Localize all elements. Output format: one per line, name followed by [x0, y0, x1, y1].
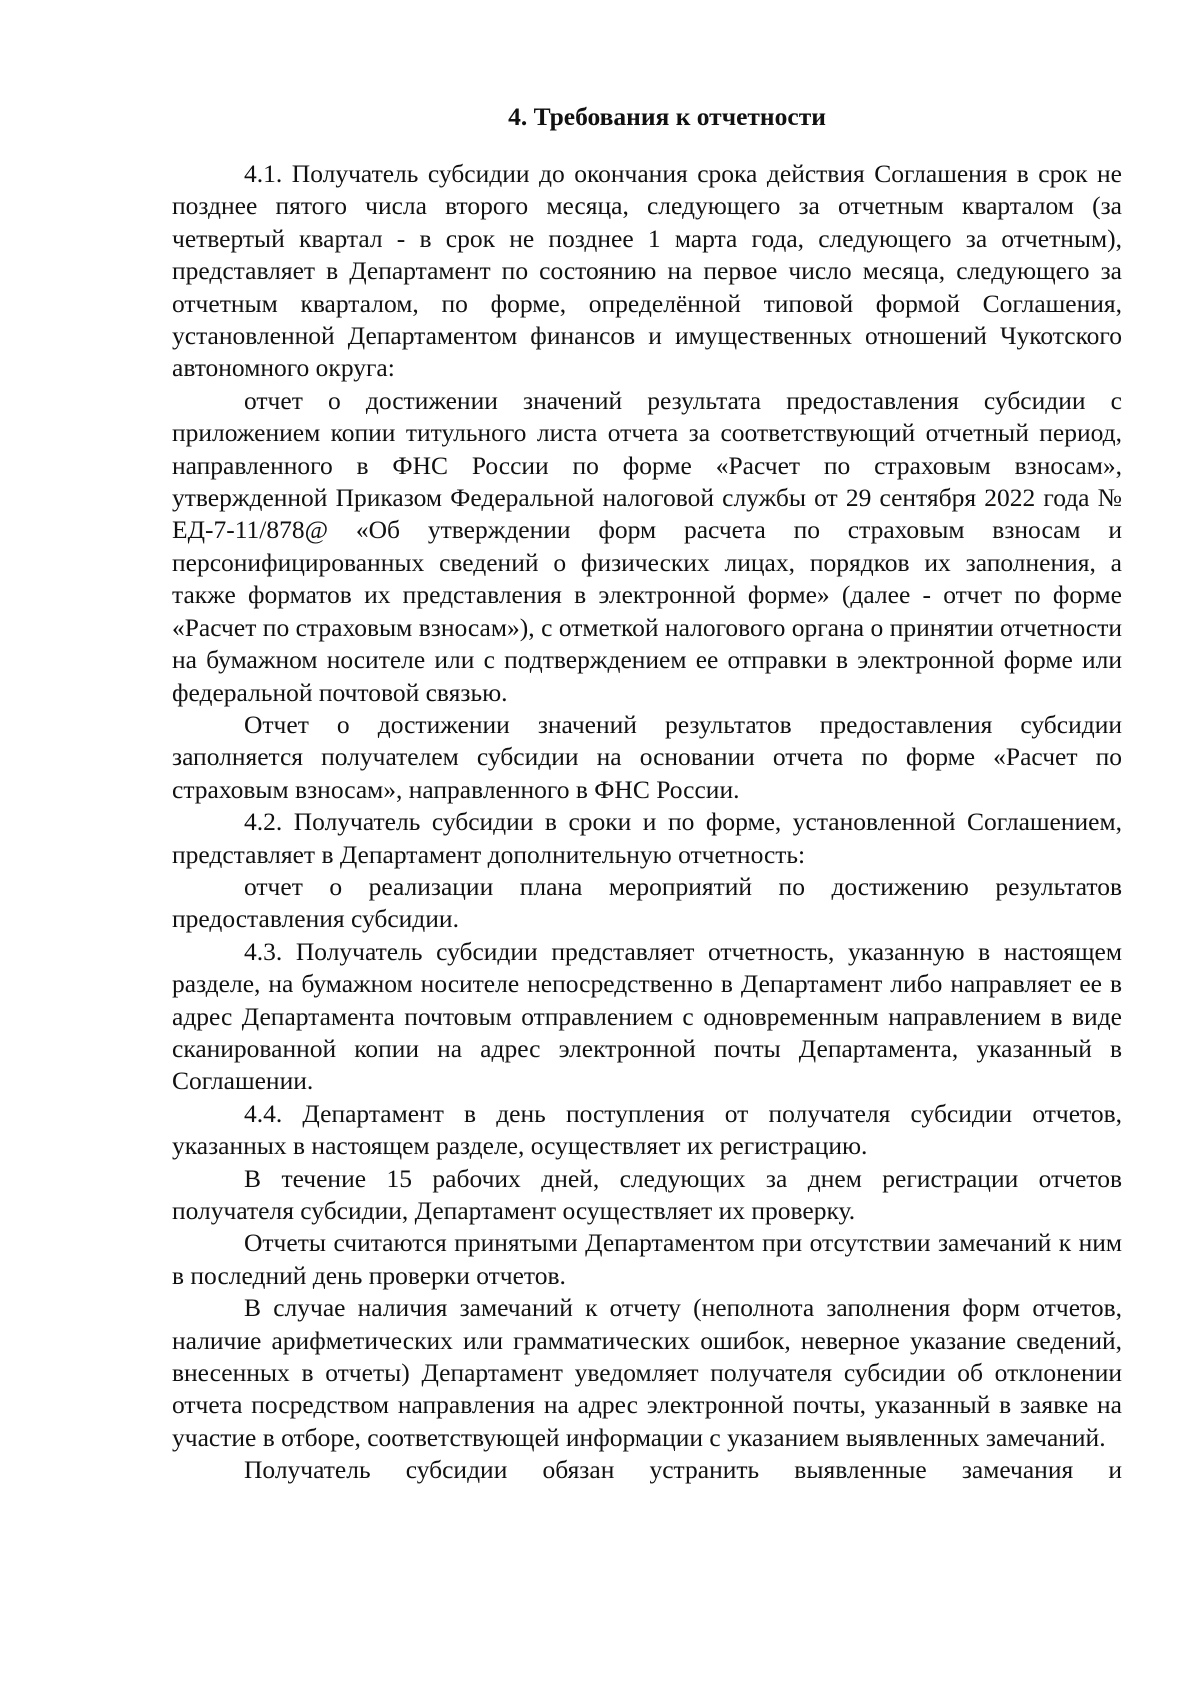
document-body: [172, 158, 1122, 1487]
paragraph-remarks: В случае наличия замечаний к отчету (неполнота заполнения форм отчетов, наличие арифметических или грамматических ошибок, неверное указание сведений, внесенных в отчеты) Департамент уведомляет получателя субсидии об отклонении отчета посредством направления на адрес электронной почты, указанный в заявке на участие в отборе, соответствующей информации с указанием выявленных замечаний.: [172, 1293, 1122, 1452]
paragraph-reports-accepted: Отчеты считаются принятыми Департаментом при отсутствии замечаний к ним в последний день проверки отчетов.: [172, 1228, 1122, 1290]
paragraph-4-1: 4.1. Получатель субсидии до окончания срока действия Соглашения в срок не позднее пятого числа второго месяца, следующего за отчетным кварталом (за четвертый квартал - в срок не позднее 1 марта года, следующего за отчетным), представляет в Департамент по состоянию на первое число месяца, следующего за отчетным кварталом, по форме, определённой типовой формой Соглашения, установленной Департаментом финансов и имущественных отношений Чукотского автономного округа:: [172, 159, 1122, 383]
paragraph-plan-report: отчет о реализации плана мероприятий по достижению результатов предоставления субсидии.: [172, 871, 1122, 934]
paragraph-report-filling: Отчет о достижении значений результатов предоставления субсидии заполняется получателем субсидии на основании отчета по форме «Расчет по страховым взносам», направленного в ФНС России.: [172, 709, 1122, 804]
paragraph-4-4: 4.4. Департамент в день поступления от получателя субсидии отчетов, указанных в настоящем разделе, осуществляет их регистрацию.: [172, 1098, 1122, 1161]
paragraph-review-period: В течение 15 рабочих дней, следующих за днем регистрации отчетов получателя субсидии, Департамент осуществляет их проверку.: [172, 1163, 1122, 1225]
document-page: [172, 100, 1122, 1660]
paragraph-obligation: Получатель субсидии обязан устранить выявленные замечания и: [244, 1455, 1122, 1485]
paragraph-report-achievement: отчет о достижении значений результата предоставления субсидии с приложением копии титульного листа отчета за соответствующий отчетный период, направленного в ФНС России по форме «Расчет по страховым взносам», утвержденной Приказом Федеральной налоговой службы от 29 сентября 2022 года № ЕД-7-11/878@ «Об утверждении форм расчета по страховым взносам и персонифицированных сведений о физических лицах, порядков их заполнения, а также форматов их представления в электронной форме» (далее - отчет по форме «Расчет по страховым взносам»), с отметкой налогового органа о принятии отчетности на бумажном носителе или с подтверждением ее отправки в электронной форме или федеральной почтовой связью.: [172, 385, 1122, 707]
section-title: 4. Требования к отчетности: [508, 102, 826, 131]
paragraph-4-2: 4.2. Получатель субсидии в сроки и по форме, установленной Соглашением, представляет в Департамент дополнительную отчетность:: [172, 807, 1122, 869]
paragraph-4-3: 4.3. Получатель субсидии представляет отчетность, указанную в настоящем разделе, на бумажном носителе непосредственно в Департамент либо направляет ее в адрес Департамента почтовым отправлением с одновременным направлением в виде сканированной копии на адрес электронной почты Департамента, указанный в Соглашении.: [172, 936, 1122, 1096]
